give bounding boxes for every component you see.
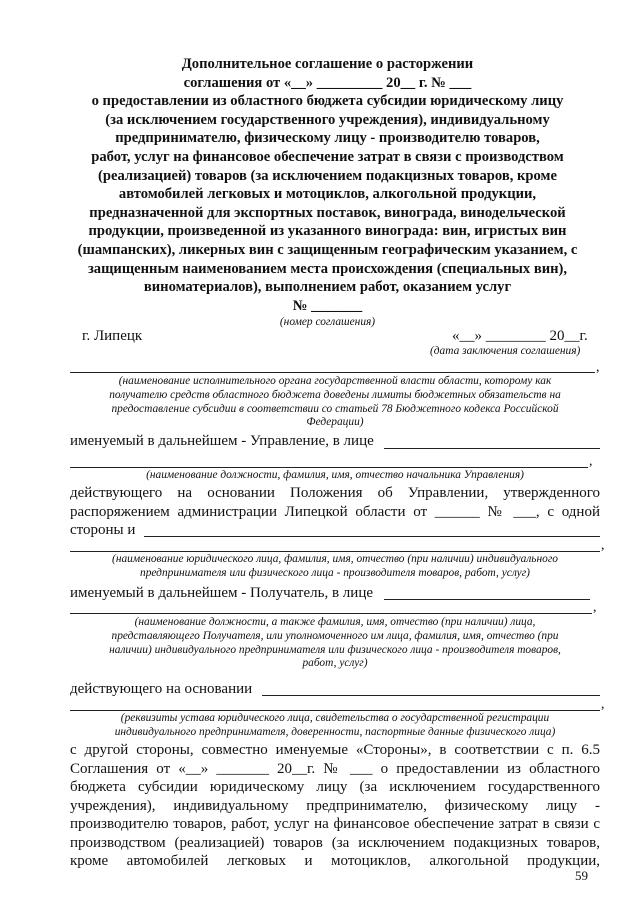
basis-caption xyxy=(70,712,600,740)
title-line: предназначенной для экспортных поставок, винограда, винодельческой xyxy=(89,204,566,221)
document-title xyxy=(60,55,595,315)
paragraph-line: учреждения), индивидуальному предпринимателю, физическому лицу - xyxy=(70,797,600,814)
caption-line: (наименование юридического лица, фамилия, имя, отчество (при наличии) индивидуального xyxy=(112,553,558,565)
title-line: Дополнительное соглашение о расторжении xyxy=(181,56,474,72)
management-intro: именуемый в дальнейшем - Управление, в лице xyxy=(70,433,374,449)
caption-line: получателю средств областного бюджета доведены лимиты бюджетных обязательств на xyxy=(109,388,561,401)
recipient-intro: именуемый в дальнейшем - Получатель, в лице xyxy=(70,585,374,601)
paragraph-line: бюджета субсидии юридическому лицу (за исключением государственного xyxy=(70,779,600,795)
acting-basis-text: действующего на основании xyxy=(70,681,253,697)
agreement-date: «__» ________ 20__г. xyxy=(452,328,588,344)
head-caption: (наименование должности, фамилия, имя, отчество начальника Управления) xyxy=(146,469,524,481)
page-number: 59 xyxy=(575,868,588,883)
agreement-number: № _______ xyxy=(292,297,363,314)
paragraph-line: Соглашения от «__» _______ 20__г. № ___ о предоставлении из областного xyxy=(70,760,600,777)
final-paragraph xyxy=(70,741,600,871)
title-line: виноматериалов), выполнением работ, оказанием услуг xyxy=(143,279,512,296)
paragraph-line: кроме автомобилей легковых и мотоциклов, алкогольной продукции, xyxy=(70,853,600,869)
basis-blank xyxy=(262,695,600,696)
representative-blank xyxy=(384,599,590,600)
authority-blank xyxy=(70,372,595,373)
caption-line: наличии) индивидуального предпринимателя или физического лица - производителя товаров, xyxy=(109,643,561,656)
number-caption: (номер соглашения) xyxy=(279,316,376,328)
comma: , xyxy=(589,454,593,469)
caption-line: представляющего Получателя, или уполномоченного им лица, фамилия, имя, отчество (при xyxy=(111,629,559,642)
comma: , xyxy=(596,360,600,375)
title-line: соглашения от «__» _________ 20__ г. № ___ xyxy=(183,74,472,91)
paragraph-line: действующего на основании Положения об Управлении, утвержденного xyxy=(70,485,600,501)
head-name-blank-2 xyxy=(70,467,588,468)
paragraph-line: производителю товаров, работ, услуг на финансовое обеспечение затрат в связи с xyxy=(70,816,600,832)
title-line: о предоставлении из областного бюджета субсидии юридическому лицу xyxy=(91,93,564,110)
caption-line: Федерации) xyxy=(306,416,364,429)
comma: , xyxy=(593,600,597,615)
city: г. Липецк xyxy=(82,328,143,344)
title-line: (за исключением государственного учреждения), индивидуальному xyxy=(105,111,550,128)
caption-line: (наименование должности, а также фамилия, имя, отчество (при наличии) лица, xyxy=(134,616,536,628)
party-text: стороны и xyxy=(70,522,136,538)
caption-line: (реквизиты устава юридического лица, свидетельства о государственной регистрации xyxy=(120,712,550,724)
comma: , xyxy=(601,697,605,712)
authority-caption xyxy=(70,375,600,430)
title-line: предпринимателю, физическому лицу - производителю товаров, xyxy=(115,130,540,147)
caption-line: предпринимателя или физического лица - производителя товаров, работ, услуг) xyxy=(140,566,530,579)
paragraph-line: распоряжением администрации Липецкой области от ______ № ___, с одной xyxy=(70,503,600,520)
caption-line: индивидуального предпринимателя, доверенности, паспортные данные физического лица) xyxy=(114,725,556,738)
title-line: (шампанских), ликерных вин с защищенным географическим указанием, с xyxy=(77,241,578,258)
basis-blank-2 xyxy=(70,710,600,711)
head-name-blank xyxy=(384,448,600,449)
paragraph-line: производством (реализацией) товаров (за исключением подакцизных товаров, xyxy=(70,834,600,851)
recipient-blank xyxy=(144,536,600,537)
title-line: (реализацией) товаров (за исключением подакцизных товаров, кроме xyxy=(98,167,557,184)
recipient-blank-2 xyxy=(70,551,600,552)
caption-line: (наименование исполнительного органа государственной власти области, которому как xyxy=(118,375,552,387)
caption-line: работ, услуг) xyxy=(302,657,368,670)
title-line: продукции, произведенной из указанного винограда: вин, игристых вин xyxy=(88,223,567,240)
title-line: защищенным наименованием места происхождения (специальных вин), xyxy=(87,260,568,277)
paragraph-line: с другой стороны, совместно именуемые «Стороны», в соответствии с п. 6.5 xyxy=(70,742,600,758)
representative-caption xyxy=(70,616,600,671)
title-line: работ, услуг на финансовое обеспечение затрат в связи с производством xyxy=(91,148,564,165)
representative-blank-2 xyxy=(70,613,592,614)
acting-paragraph xyxy=(70,484,600,521)
comma: , xyxy=(601,538,605,553)
date-caption: (дата заключения соглашения) xyxy=(430,345,581,357)
recipient-caption xyxy=(70,553,600,581)
title-line: автомобилей легковых и мотоциклов, алкогольной продукции, xyxy=(118,186,537,203)
caption-line: предоставление субсидии в соответствии со статьей 78 Бюджетного кодекса Российской xyxy=(111,402,559,415)
